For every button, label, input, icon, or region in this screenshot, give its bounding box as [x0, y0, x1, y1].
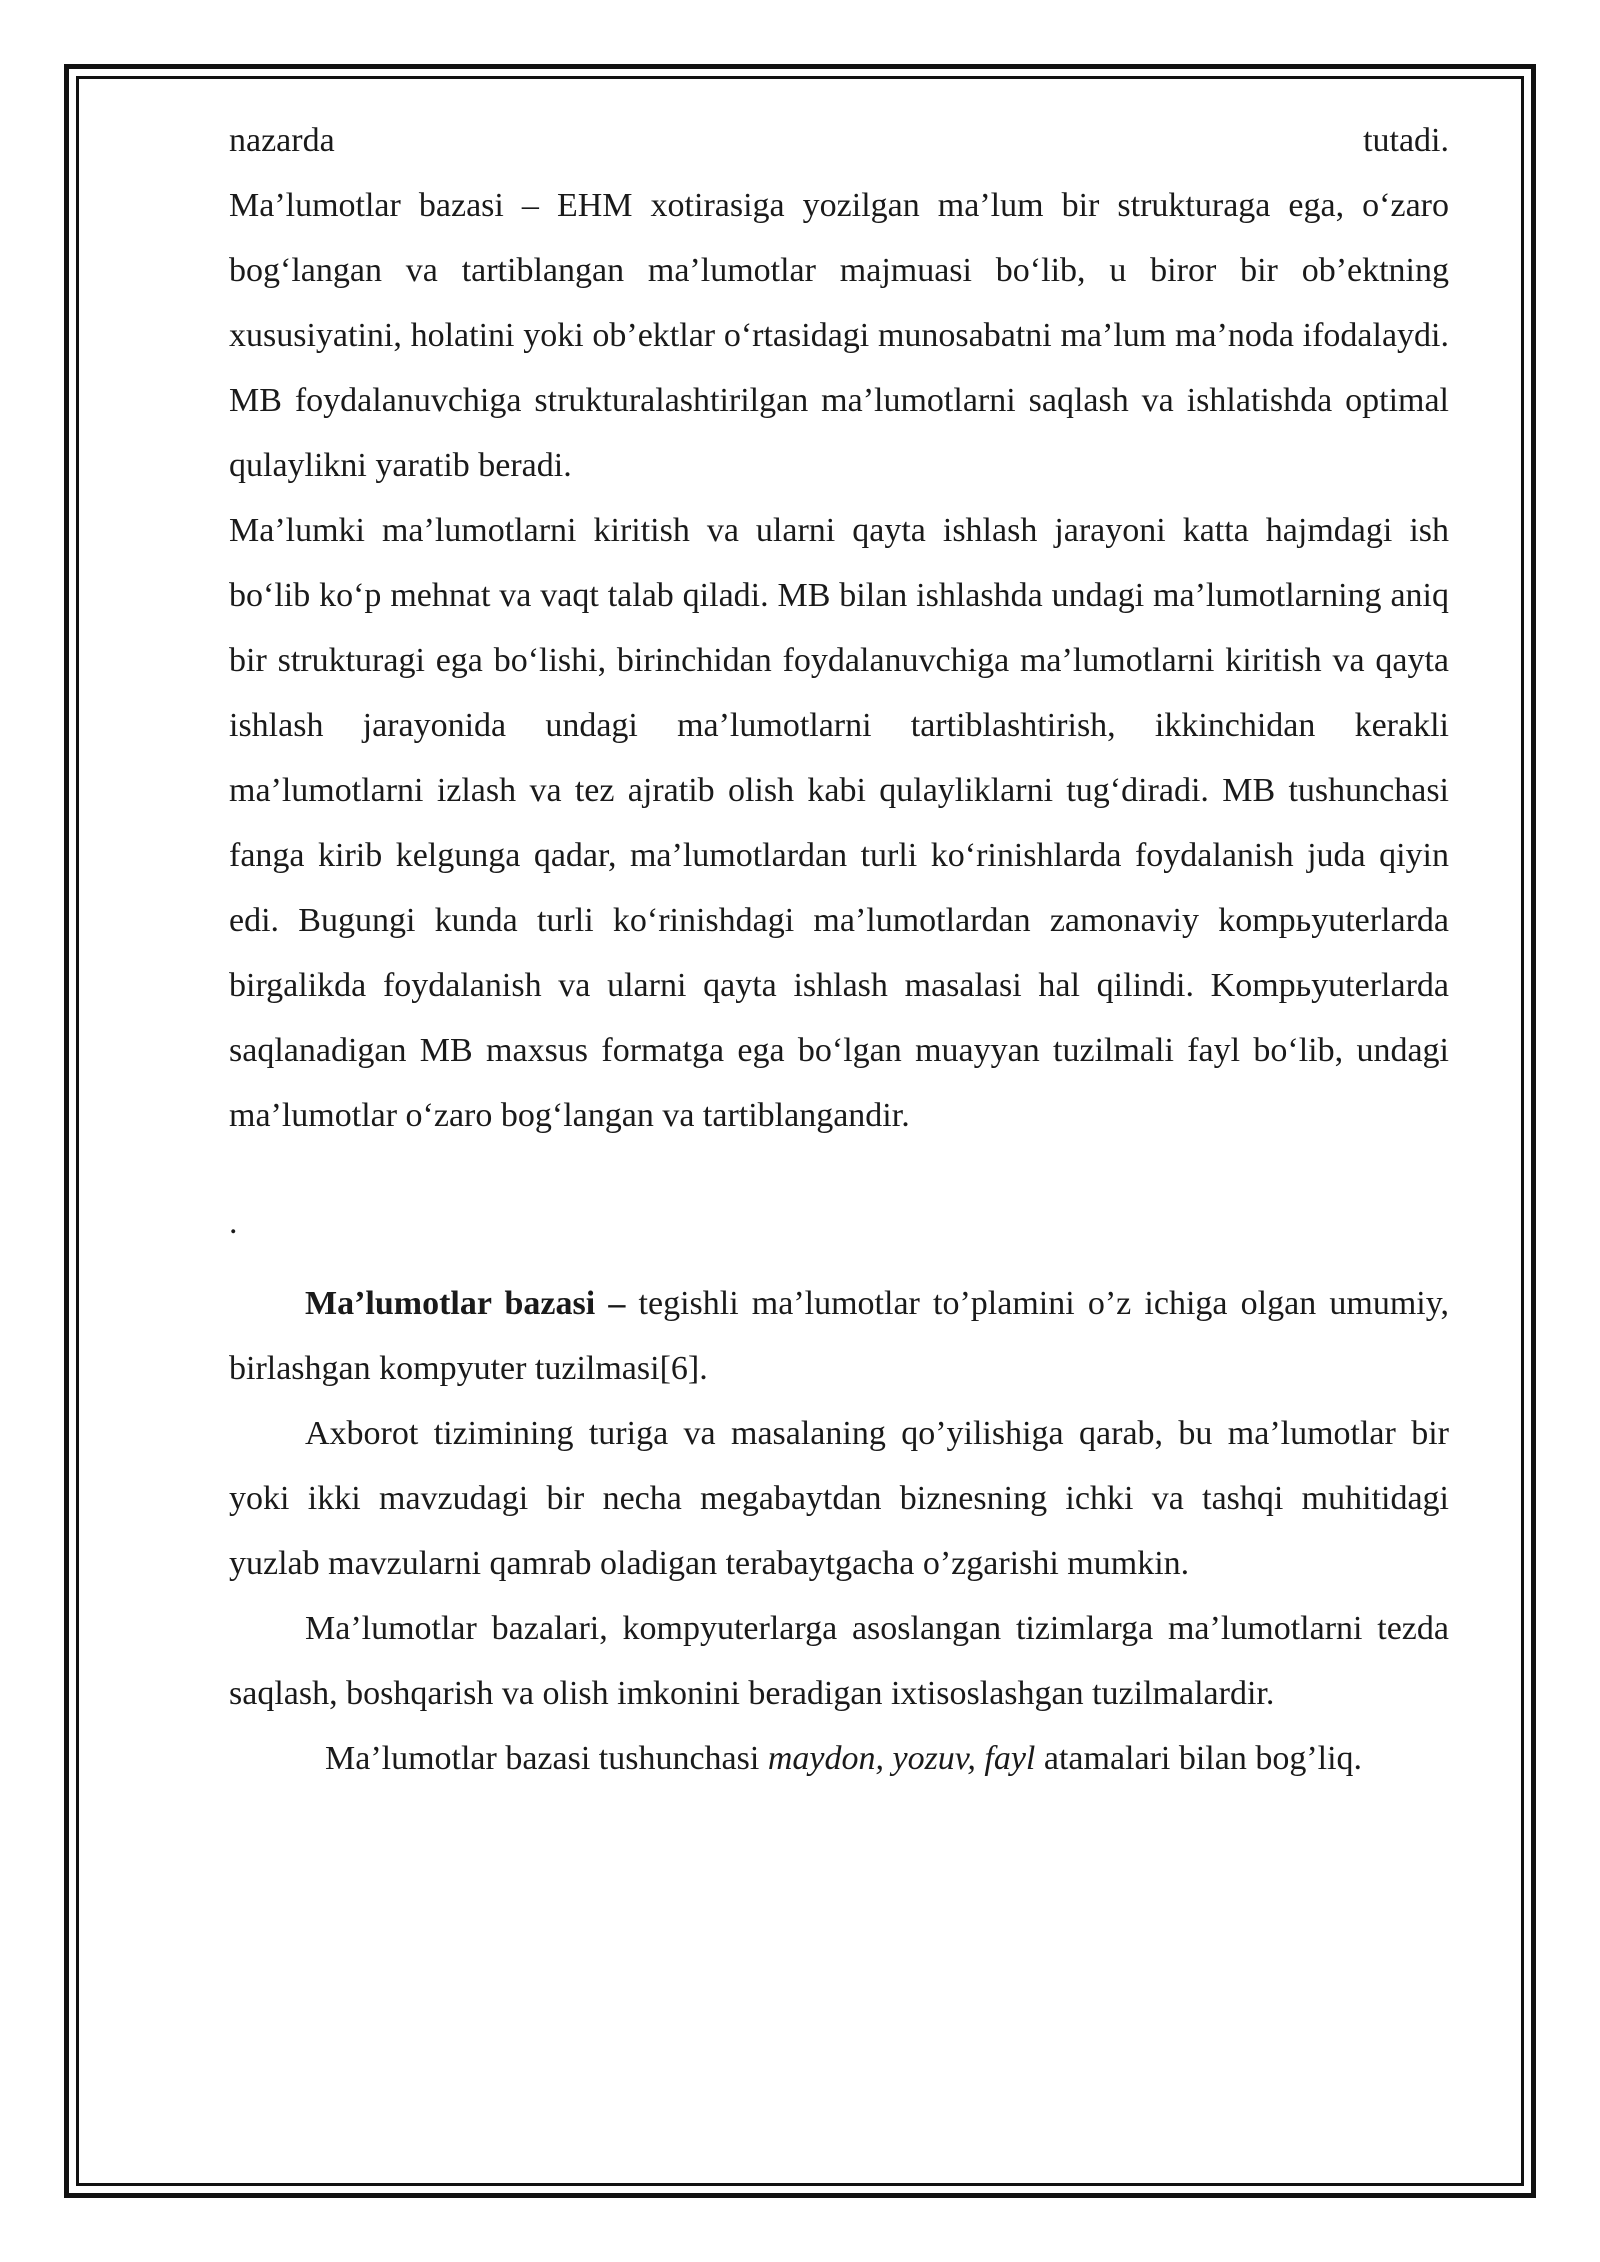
continued-line-right: tutadi.: [1363, 122, 1449, 159]
concept-text-after: atamalari bilan bog’liq.: [1035, 1740, 1363, 1777]
continued-line-left: nazarda: [229, 122, 335, 159]
paragraph-db-definition: Ma’lumotlar bazasi – EHM xotirasiga yozilgan ma’lum bir strukturaga ega, o‘zaro bog‘langan va tartiblangan ma’lumotlar majmuasi bo‘lib, u biror bir ob’ektning xususiyatini, holatini yoki ob’ektlar o‘rtasidagi munosabatni ma’lum ma’noda ifodalaydi. MB foydalanuvchiga strukturalashtirilgan ma’lumotlarni saqlash va ishlatishda optimal qulaylikni yaratib beradi.: [229, 187, 1449, 484]
concept-text-before: Ma’lumotlar bazasi tushunchasi: [325, 1740, 768, 1777]
paragraph-information-system: Axborot tizimining turiga va masalaning qo’yilishiga qarab, bu ma’lumotlar bir yoki ikki mavzudagi bir necha megabaytdan biznesning ichki va tashqi muhitidagi yuzlab mavzularni qamrab oladigan terabaytgacha o’zgarishi mumkin.: [229, 1415, 1449, 1582]
paragraph-definition: [229, 1271, 1449, 1401]
paragraph-db-benefits: Ma’lumki ma’lumotlarni kiritish va ularni qayta ishlash jarayoni katta hajmdagi ish bo‘lib ko‘p mehnat va vaqt talab qiladi. MB bilan ishlashda undagi ma’lumotlarning aniq bir strukturagi ega bo‘lishi, birinchidan foydalanuvchiga ma’lumotlarni kiritish va qayta ishlash jarayonida undagi ma’lumotlarni tartiblashtirish, ikkinchidan kerakli ma’lumotlarni izlash va tez ajratib olish kabi qulayliklarni tug‘diradi. MB tushunchasi fanga kirib kelgunga qadar, ma’lumotlardan turli ko‘rinishlarda foydalanish juda qiyin edi. Bugungi kunda turli ko‘rinishdagi ma’lumotlardan zamonaviy kompьyuterlarda birgalikda foydalanish va ularni qayta ishlash masalasi hal qilindi. Kompьyuterlarda saqlanadigan MB maxsus formatga ega bo‘lgan muayyan tuzilmali fayl bo‘lib, undagi ma’lumotlar o‘zaro bog‘langan va tartiblangandir.: [229, 512, 1449, 1134]
concept-terms: maydon, yozuv, fayl: [767, 1740, 1036, 1777]
definition-term: Ma’lumotlar bazasi –: [305, 1285, 626, 1322]
continued-line: [229, 108, 1449, 173]
definition-text: tegishli ma’lumotlar to’plamini o’z ichiga olgan umumiy, birlashgan kompyuter tuzilmasi[6].: [229, 1285, 1450, 1387]
paragraph-concept: [229, 1726, 1449, 1791]
document-body: [229, 108, 1449, 1791]
separator-dot: .: [229, 1204, 238, 1241]
paragraph-database-structures: Ma’lumotlar bazalari, kompyuterlarga asoslangan tizimlarga ma’lumotlarni tezda saqlash, boshqarish va olish imkonini beradigan ixtisoslashgan tuzilmalardir.: [229, 1610, 1449, 1712]
